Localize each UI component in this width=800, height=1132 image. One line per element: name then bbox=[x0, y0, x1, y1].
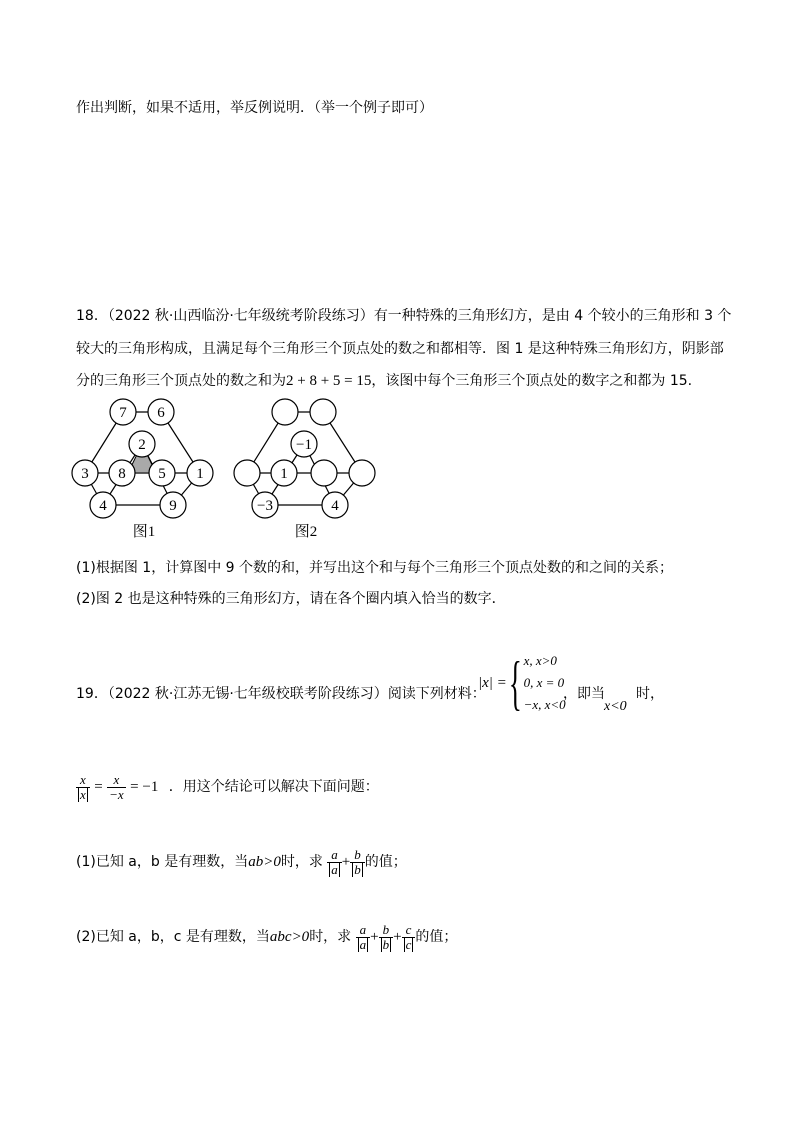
fraction-c2: $\frac{c}{c}$ bbox=[402, 923, 416, 952]
fig1-inner-top: 2 bbox=[138, 437, 146, 453]
q18-text3b: ，该图中每个三角形三个顶点处的数字之和都为 15. bbox=[371, 373, 693, 389]
fig1-left: 3 bbox=[81, 466, 89, 482]
abs-x: |x| = bbox=[478, 674, 507, 691]
fig1-inner-right: 5 bbox=[158, 466, 166, 482]
fraction-b2: $\frac{b}{b}$ bbox=[379, 923, 394, 952]
q19-text2: ，即当 bbox=[563, 686, 605, 702]
q19-number: 19． bbox=[76, 686, 108, 702]
fig2-bottom-right: 4 bbox=[331, 498, 339, 514]
abs-definition bbox=[478, 648, 566, 718]
q19-part2-end: 的值； bbox=[415, 929, 458, 945]
case-2: 0, x = 0 bbox=[523, 675, 565, 690]
q18-line2: 较大的三角形构成，且满足每个三角形三个顶点处的数之和都相等．图 1 是这种特殊三角形幻方，阴影部 bbox=[76, 341, 724, 357]
q18-part1: (1)根据图 1，计算图中 9 个数的和，并写出这个和与每个三角形三个顶点处数的和之间的关系； bbox=[76, 560, 673, 576]
fraction-x-abs-x: $\frac{x}{x}$ bbox=[76, 773, 90, 802]
q18-source: （2022 秋·山西临汾·七年级统考阶段练习） bbox=[107, 308, 374, 324]
q18-text1: 有一种特殊的三角形幻方，是由 4 个较小的三角形和 3 个 bbox=[373, 308, 732, 324]
q19-source: （2022 秋·江苏无锡·七年级校联考阶段练习） bbox=[107, 686, 388, 702]
q19-part2-cond: abc>0 bbox=[269, 929, 310, 945]
q19-text1: 阅读下列材料： bbox=[387, 686, 486, 702]
q18-number: 18． bbox=[76, 308, 108, 324]
q18-line1 bbox=[76, 306, 731, 326]
case-3: −x, x<0 bbox=[523, 697, 566, 712]
fraction-a2: $\frac{a}{a}$ bbox=[356, 923, 371, 952]
brace: { bbox=[508, 650, 522, 716]
figure-2 bbox=[230, 392, 380, 544]
intro-line: 作出判断，如果不适用，举反例说明．（举一个例子即可） bbox=[76, 100, 433, 116]
q19-line1 bbox=[76, 684, 486, 704]
q19-line2: $\frac{x}{x}$ = $\frac{x}{-x}$ = −1 ．用这个结论可以解决下面问题： bbox=[76, 770, 379, 804]
fig2-inner-left: 1 bbox=[280, 466, 288, 482]
q19-part2: (2)已知 a，b，c 是有理数，当abc>0时，求 $\frac{a}{a}$ + $\frac{b}{b}$ + $\frac{c}{c}$ 的值； bbox=[76, 921, 458, 952]
fig2-caption: 图2 bbox=[294, 524, 318, 540]
q19-text3: 时， bbox=[636, 686, 664, 702]
fig1-bottom-left: 4 bbox=[99, 498, 107, 514]
fraction-a: $\frac{a}{a}$ bbox=[327, 848, 342, 877]
q18-line3 bbox=[76, 371, 692, 391]
fig1-right: 1 bbox=[196, 466, 204, 482]
cases bbox=[524, 650, 566, 716]
q19-part1-label: (1)已知 a，b 是有理数，当 bbox=[76, 854, 249, 870]
fig2-inner-top: −1 bbox=[296, 437, 312, 453]
q19-part1-cond: ab>0 bbox=[248, 854, 281, 870]
fig1-bottom-right: 9 bbox=[169, 498, 177, 514]
q19-part1-end: 的值； bbox=[364, 854, 407, 870]
figure-1 bbox=[68, 392, 218, 544]
fig1-top-right: 6 bbox=[157, 405, 165, 421]
fig2-bottom-left: −3 bbox=[257, 498, 273, 514]
fig1-caption: 图1 bbox=[132, 524, 156, 540]
fig1-top-left: 7 bbox=[119, 405, 127, 421]
fraction-b: $\frac{b}{b}$ bbox=[350, 848, 365, 877]
q18-equation: 2 + 8 + 5 = 15 bbox=[286, 373, 372, 389]
q18-text3a: 分的三角形三个顶点处的数之和为 bbox=[76, 373, 286, 389]
fig1-inner-left: 8 bbox=[118, 466, 126, 482]
q19-part1-mid: 时，求 bbox=[280, 854, 323, 870]
case-1: x, x>0 bbox=[523, 653, 557, 668]
q19-part2-mid: 时，求 bbox=[309, 929, 352, 945]
q19-part2-label: (2)已知 a，b，c 是有理数，当 bbox=[76, 929, 270, 945]
fraction-x-neg-x: $\frac{x}{-x}$ bbox=[109, 771, 124, 802]
q19-part1: (1)已知 a，b 是有理数，当ab>0时，求 $\frac{a}{a}$ + $\frac{b}{b}$ 的值； bbox=[76, 846, 407, 877]
q19-cond: x<0 bbox=[604, 699, 627, 714]
q19-text4: ．用这个结论可以解决下面问题： bbox=[168, 779, 379, 795]
q18-part2: (2)图 2 也是这种特殊的三角形幻方，请在各个圈内填入恰当的数字． bbox=[76, 591, 506, 607]
